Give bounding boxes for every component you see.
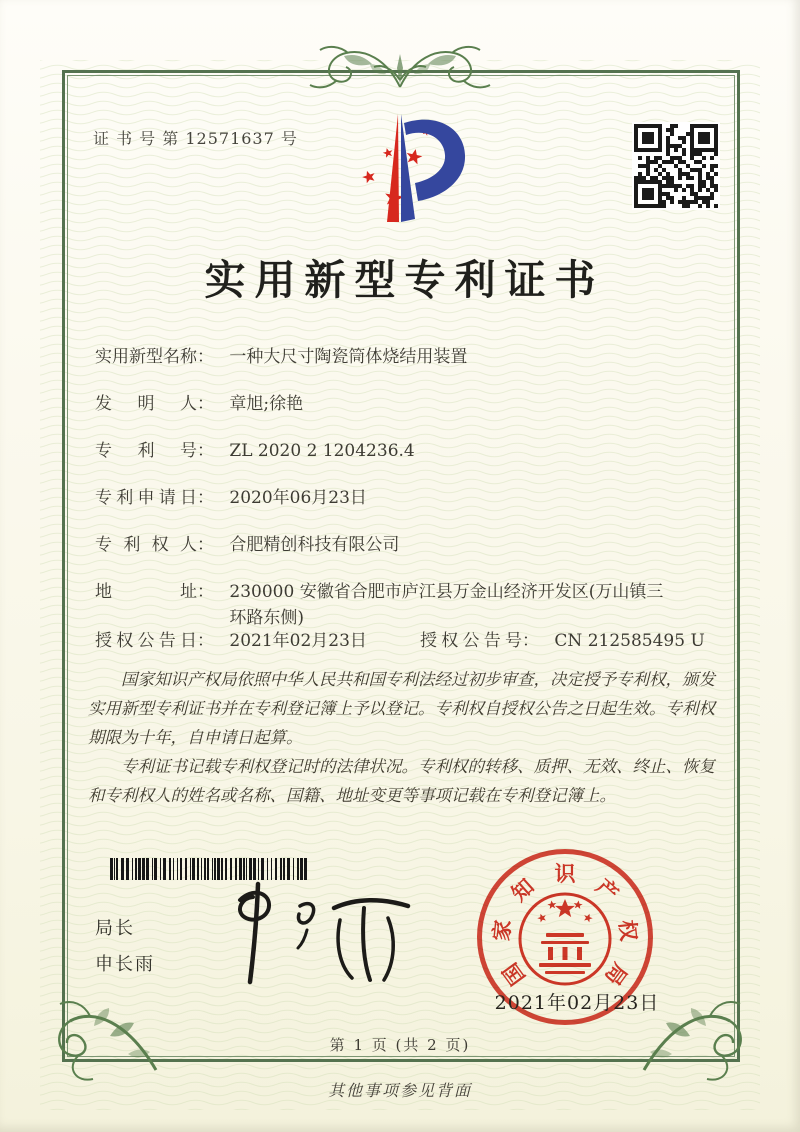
seal-ring-char: 知 — [506, 873, 539, 907]
field-label: 授权公告日 — [95, 631, 197, 651]
colon: ： — [197, 488, 214, 508]
seal-ring-char: 产 — [591, 873, 624, 907]
legal-paragraph-1: 国家知识产权局依照中华人民共和国专利法经过初步审查，决定授予专利权，颁发实用新型专利证书并在专利登记簿上予以登记。专利权自授权公告之日起生效。专利权期限为十年，自申请日起算。 — [88, 670, 715, 747]
director-signature — [212, 878, 422, 990]
field-value: 合肥精创科技有限公司 — [229, 535, 400, 555]
seal-ring-char: 局 — [600, 958, 633, 991]
field-value: 230000 安徽省合肥市庐江县万金山经济开发区(万山镇三环路东侧) — [229, 582, 664, 628]
seal-ring-char: 识 — [554, 861, 576, 886]
field-row-patent-number — [95, 438, 735, 464]
grant-number-group — [420, 628, 705, 654]
field-label: 实用新型名称 — [95, 347, 197, 367]
field-value: 一种大尺寸陶瓷筒体烧结用装置 — [229, 347, 468, 367]
field-value: ZL 2020 2 1204236.4 — [229, 441, 415, 461]
colon: ： — [522, 631, 539, 651]
field-value: 2021年02月23日 — [229, 631, 367, 651]
seal-ring-char: 权 — [614, 918, 642, 943]
field-label: 专利号 — [95, 441, 197, 461]
field-label: 发明人 — [95, 394, 197, 414]
cnipa-logo — [338, 112, 466, 224]
seal-date: 2021年02月23日 — [494, 992, 660, 1014]
grant-date-group — [95, 631, 367, 651]
field-row-address — [95, 579, 735, 631]
field-row-filing-date — [95, 485, 735, 511]
field-row-grant — [95, 628, 735, 654]
top-ornament-flourish — [290, 44, 510, 92]
director-name: 申长雨 — [95, 954, 155, 975]
field-value: 章旭;徐艳 — [229, 394, 304, 414]
back-note: 其他事项参见背面 — [327, 1081, 472, 1100]
field-row-name — [95, 344, 735, 370]
page-number: 第 1 页 (共 2 页) — [329, 1036, 471, 1054]
legal-text — [88, 666, 718, 810]
colon: ： — [197, 535, 214, 555]
qr-code — [632, 122, 720, 210]
colon: ： — [197, 441, 214, 461]
certificate-number: 证 书 号 第 12571637 号 — [93, 129, 298, 148]
national-emblem-icon — [515, 883, 615, 991]
field-value: 2020年06月23日 — [229, 488, 367, 508]
field-label: 地址 — [95, 582, 197, 602]
field-row-patentee — [95, 532, 735, 558]
director-title: 局长 — [95, 918, 135, 939]
colon: ： — [197, 582, 214, 602]
field-value: CN 212585495 U — [554, 631, 705, 651]
colon: ： — [197, 394, 214, 414]
colon: ： — [197, 631, 214, 651]
field-label: 授权公告号 — [420, 631, 522, 651]
legal-paragraph-2: 专利证书记载专利权登记时的法律状况。专利权的转移、质押、无效、终止、恢复和专利权人的姓名或名称、国籍、地址变更等事项记载在专利登记簿上。 — [88, 756, 715, 805]
field-row-inventors — [95, 391, 735, 417]
field-label: 专利申请日 — [95, 488, 197, 508]
seal-ring-char: 家 — [488, 918, 516, 943]
field-label: 专利权人 — [95, 535, 197, 555]
colon: ： — [197, 347, 214, 367]
barcode — [110, 858, 312, 880]
certificate-title: 实用新型专利证书 — [204, 256, 605, 304]
seal-ring-char: 国 — [497, 958, 530, 991]
